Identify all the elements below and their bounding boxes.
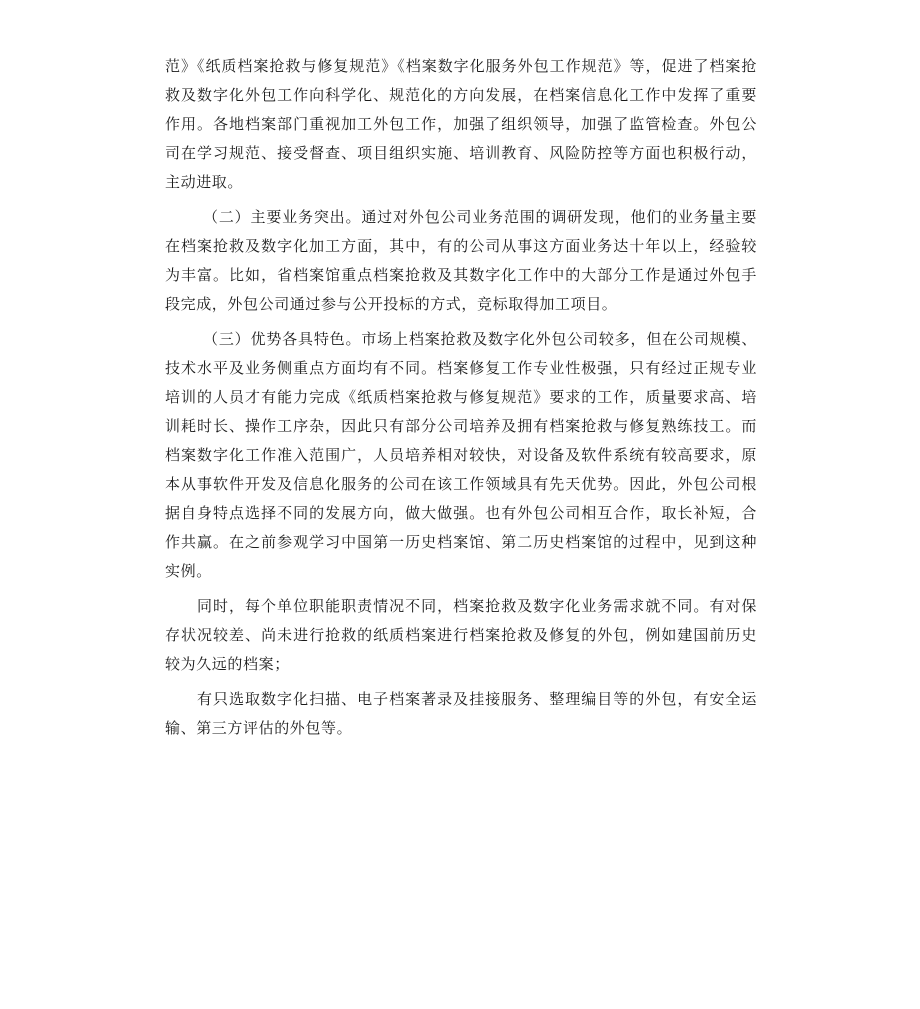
paragraph-4: 同时，每个单位职能职责情况不同，档案抢救及数字化业务需求就不同。有对保存状况较差、尚未进行抢救的纸质档案进行档案抢救及修复的外包，例如建国前历史较为久远的档案； xyxy=(165,597,757,673)
paragraph-2: （二）主要业务突出。通过对外包公司业务范围的调研发现，他们的业务量主要在档案抢救及数字化加工方面，其中，有的公司从事这方面业务达十年以上，经验较为丰富。比如，省档案馆重点档案抢救及其数字化工作中的大部分工作是通过外包手段完成，外包公司通过参与公开投标的方式，竞标取得加工项目。 xyxy=(165,208,757,313)
document-body xyxy=(165,52,757,749)
paragraph-5: 有只选取数字化扫描、电子档案著录及挂接服务、整理编目等的外包，有安全运输、第三方评估的外包等。 xyxy=(165,690,757,737)
paragraph-1: 范》《纸质档案抢救与修复规范》《档案数字化服务外包工作规范》等，促进了档案抢救及数字化外包工作向科学化、规范化的方向发展，在档案信息化工作中发挥了重要作用。各地档案部门重视加工外包工作，加强了组织领导，加强了监管检查。外包公司在学习规范、接受督查、项目组织实施、培训教育、风险防控等方面也积极行动，主动进取。 xyxy=(165,57,757,191)
paragraph-3: （三）优势各具特色。市场上档案抢救及数字化外包公司较多，但在公司规模、技术水平及业务侧重点方面均有不同。档案修复工作专业性极强，只有经过正规专业培训的人员才有能力完成《纸质档案抢救与修复规范》要求的工作，质量要求高、培训耗时长、操作工序杂，因此只有部分公司培养及拥有档案抢救与修复熟练技工。而档案数字化工作准入范围广，人员培养相对较快，对设备及软件系统有较高要求，原本从事软件开发及信息化服务的公司在该工作领域具有先天优势。因此，外包公司根据自身特点选择不同的发展方向，做大做强。也有外包公司相互合作，取长补短，合作共赢。在之前参观学习中国第一历史档案馆、第二历史档案馆的过程中，见到这种实例。 xyxy=(165,330,757,580)
